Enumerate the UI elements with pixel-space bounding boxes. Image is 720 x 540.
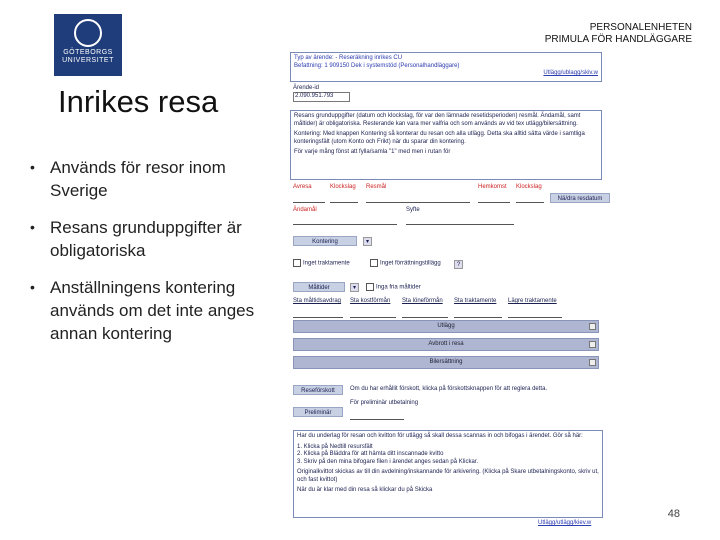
meal-field-3[interactable] (402, 307, 448, 318)
info-box (290, 110, 602, 180)
no-allowance-label: Inget traktamente (303, 260, 350, 267)
bullet-item: • Används för resor inom Sverige (28, 156, 280, 202)
checkbox-icon (293, 259, 301, 267)
avresa-field[interactable] (293, 192, 325, 203)
andamal-label: Ändamål (293, 207, 317, 213)
form-screenshot (290, 52, 612, 530)
utlagg-bar-label: Utlägg (437, 323, 455, 329)
hemkomst-field[interactable] (478, 192, 510, 203)
kontering-help-button[interactable]: ▾ (363, 237, 372, 246)
avresa-label: Avresa (293, 184, 312, 190)
kontering-button[interactable]: Kontering (293, 236, 357, 246)
attachment-info-box (293, 430, 603, 518)
meal-field-1[interactable] (293, 307, 343, 318)
klockslag-2-field[interactable] (516, 192, 544, 203)
maltider-help-button[interactable]: ▾ (350, 283, 359, 292)
info-text-3: För varje mång fönst att fylla/samla "1" med men i rutan för (294, 149, 451, 155)
slide-title: Inrikes resa (58, 84, 219, 119)
meal-label-4: Sta traktamente (454, 298, 497, 304)
no-allowance-checkbox[interactable] (293, 259, 350, 268)
help-link[interactable]: Utlägg/ublagg/skiv.w (543, 70, 598, 76)
prelim-label: För preliminär utbetalning (350, 400, 419, 406)
avbrott-section-bar[interactable] (293, 338, 599, 351)
info-text-2: Kontering: Med knappen Kontering så konterar du resan och alla utlägg. Detta ska alltid sätta värde i samtliga konteringsfält (utom Konto och Frikt) när du sparar din kontering. (294, 131, 585, 145)
bilersattning-bar-label: Bilersättning (429, 359, 463, 365)
header-line-2: PRIMULA FÖR HANDLÄGGARE (544, 34, 692, 45)
reseforskott-button[interactable]: Reseförskott (293, 385, 343, 395)
no-supplement-checkbox[interactable] (370, 259, 441, 268)
checkbox-icon (366, 283, 374, 291)
meal-label-5: Lägre traktamente (508, 298, 557, 304)
syfte-field[interactable] (406, 214, 514, 225)
page-number: 48 (667, 508, 680, 520)
attach-line: 1. Klicka på Nedtill resursfält (297, 443, 373, 450)
header-line-1: PERSONALENHETEN (589, 22, 692, 33)
meal-label-3: Sta löneförmån (402, 298, 443, 304)
klockslag-2-label: Klockslag (516, 184, 542, 190)
bilersattning-section-bar[interactable] (293, 356, 599, 369)
klockslag-label: Klockslag (330, 184, 356, 190)
checkbox-icon (370, 259, 378, 267)
meal-label-2: Sta kostförmån (350, 298, 391, 304)
logo-line-1: GÖTEBORGS (63, 49, 113, 56)
expand-icon[interactable] (589, 341, 596, 348)
bullet-item: • Anställningens kontering används om det inte anges annan kontering (28, 276, 280, 345)
resmal-label: Resmål (366, 184, 387, 190)
preliminar-button[interactable]: Preliminär (293, 407, 343, 417)
forskott-text: Om du har erhållit förskott, klicka på förskottsknappen för att reglera detta. (350, 386, 548, 392)
no-free-meals-label: Inga fria måltider (376, 284, 421, 291)
arende-label: Ärende-id (293, 85, 320, 91)
change-dates-button[interactable]: Nä/dra resdatum (550, 193, 610, 203)
bullet-list (28, 156, 280, 359)
arende-field[interactable]: 2.090.951.793 (293, 92, 350, 102)
university-logo (54, 14, 122, 76)
info-text-1: Resans grunduppgifter (datum och klockslag, för var den lämnade resetidsperioden) resmål. Ändamål, samt måltider) är obligatoriska. Resterande kan vara mer valfria och som används av vid tex utlägg/bilersättning. (294, 113, 581, 127)
no-free-meals-checkbox[interactable] (366, 283, 421, 292)
attach-line: 3. Skriv på den mina bifogare filen i ärendet anges sedan på Klickar. (297, 458, 479, 465)
maltider-button[interactable]: Måltider (293, 282, 345, 292)
meal-field-5[interactable] (508, 307, 562, 318)
prelim-field[interactable] (350, 409, 404, 420)
andamal-field[interactable] (293, 214, 397, 225)
bottom-link[interactable]: Utlägg/utlägg/kiev.w (538, 520, 592, 526)
klockslag-field[interactable] (330, 192, 358, 203)
hemkomst-label: Hemkomst (478, 184, 507, 190)
syfte-label: Syfte (406, 207, 420, 213)
befattning-line: Befattning: 1 909150 Dek i systemstöd (Personalhandläggare) (294, 62, 460, 69)
attach-line: 2. Klicka på Bläddra för att hämta ditt inscannade kvitto (297, 451, 444, 457)
bullet-item: • Resans grunduppgifter är obligatoriska (28, 216, 280, 262)
attach-line: Har du underlag för resan och kvitton för utlägg så skall dessa scannas in och bifogas i ärendet. Gör så här: (297, 433, 583, 439)
resmal-field[interactable] (366, 192, 470, 203)
help-question-button[interactable]: ? (454, 260, 463, 269)
case-header-box (290, 52, 602, 82)
meal-field-2[interactable] (350, 307, 396, 318)
attach-line: När du är klar med din resa så klickar du på Skicka (297, 487, 433, 493)
case-type-line: Typ av ärende: - Reseräkning inrikes CU (294, 55, 403, 61)
attach-line: Originalkvittot skickas av till din avdelning/inskannande för arkivering. (Klicka på Skare utbetalningskonto, skriv ut, och fast kvittot) (297, 469, 599, 483)
expand-icon[interactable] (589, 359, 596, 366)
meal-label-1: Sta måltidsavdrag (293, 298, 342, 304)
seal-icon (74, 19, 102, 47)
no-supplement-label: Inget förrättningstillägg (380, 260, 441, 267)
meal-field-4[interactable] (454, 307, 502, 318)
utlagg-section-bar[interactable] (293, 320, 599, 333)
slide-header (545, 22, 692, 46)
logo-line-2: UNIVERSITET (62, 57, 114, 64)
avbrott-bar-label: Avbrott i resa (428, 341, 464, 347)
expand-icon[interactable] (589, 323, 596, 330)
